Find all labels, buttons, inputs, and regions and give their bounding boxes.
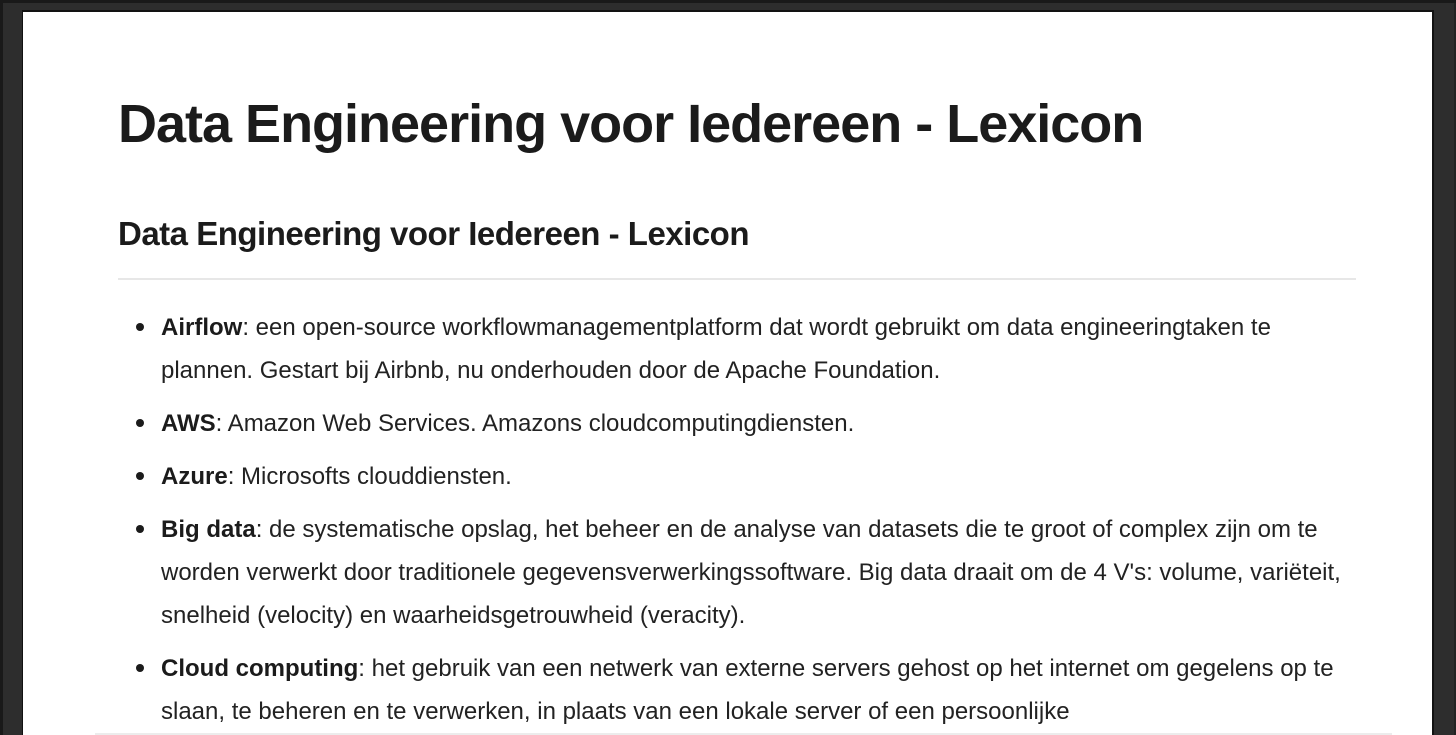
divider	[118, 278, 1356, 280]
document-title: Data Engineering voor Iedereen - Lexicon	[118, 94, 1144, 154]
bullet-icon	[136, 323, 144, 331]
document-page[interactable]	[22, 10, 1434, 735]
term-label: Cloud computing	[161, 655, 359, 682]
section-heading: Data Engineering voor Iedereen - Lexicon	[118, 215, 749, 252]
list-item	[118, 306, 1356, 392]
term-label: Airflow	[161, 314, 243, 341]
definition-text: : de systematische opslag, het beheer en de analyse van datasets die te groot of complex zijn om te worden verwerkt door traditionele gegevensverwerkingssoftware. Big data draait om de 4 V's: volume, variëteit, snelheid (velocity) en waarheidsgetrouwheid (veracity).	[161, 516, 1341, 629]
term-label: AWS	[161, 410, 216, 437]
definition-text: : Microsofts clouddiensten.	[227, 463, 512, 490]
term-label: Big data	[161, 516, 256, 543]
definition-text: : Amazon Web Services. Amazons cloudcomputingdiensten.	[215, 410, 855, 437]
bullet-icon	[136, 664, 144, 672]
list-item	[118, 647, 1356, 733]
document-content	[23, 92, 1432, 733]
glossary-list	[118, 306, 1356, 733]
term-label: Azure	[161, 463, 228, 490]
bullet-icon	[136, 525, 144, 533]
bullet-icon	[136, 472, 144, 480]
definition-text: : een open-source workflowmanagementplatform dat wordt gebruikt om data engineeringtaken te plannen. Gestart bij Airbnb, nu onderhouden door de Apache Foundation.	[161, 314, 1271, 384]
list-item	[118, 402, 1356, 445]
bullet-icon	[136, 419, 144, 427]
list-item	[118, 508, 1356, 637]
list-item	[118, 455, 1356, 498]
definition-text: : het gebruik van een netwerk van externe servers gehost op het internet om gegelens op te slaan, te beheren en te verwerken, in plaats van een lokale server of een persoonlijke	[161, 655, 1334, 725]
